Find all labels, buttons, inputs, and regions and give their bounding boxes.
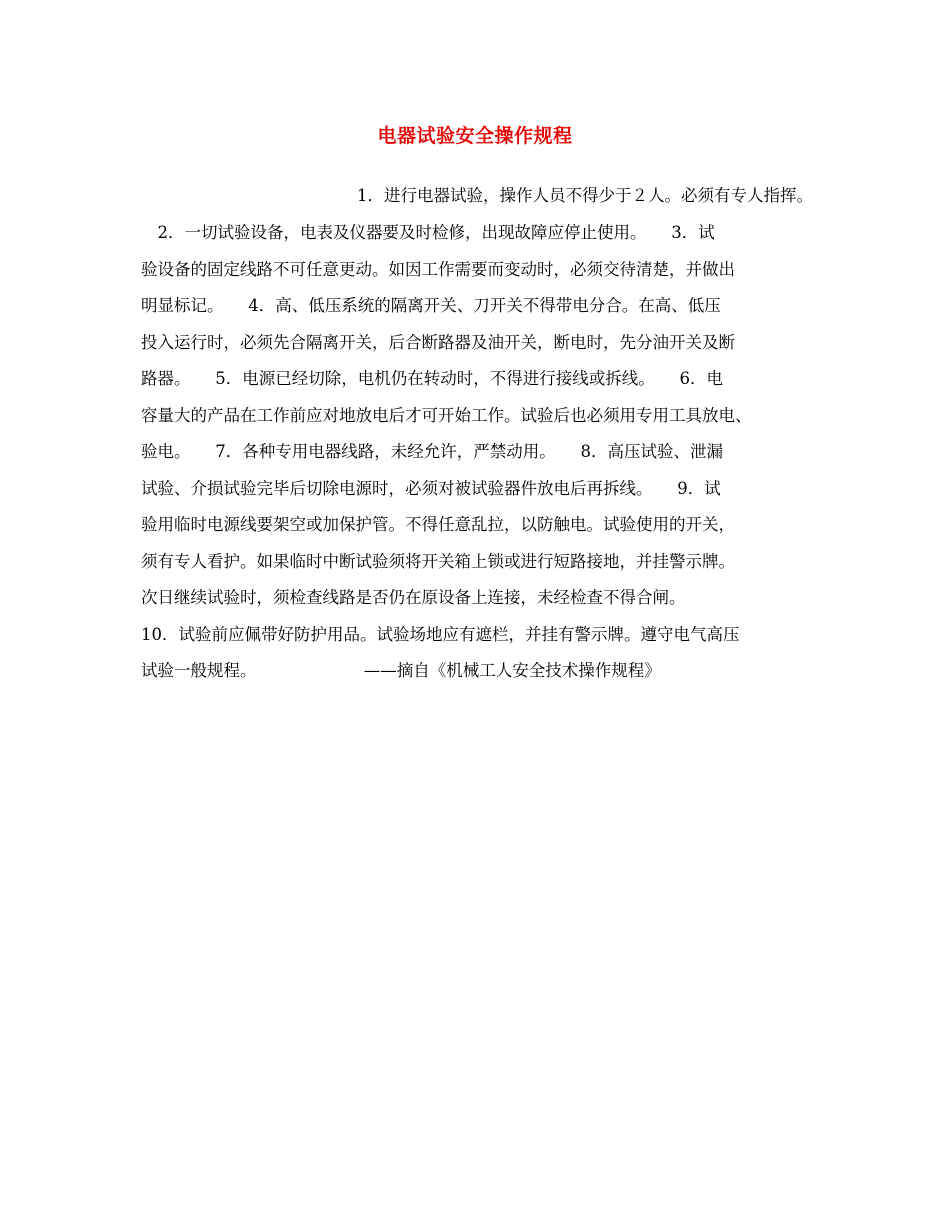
body-line-1: 1．进行电器试验，操作人员不得少于２人。必须有专人指挥。 (357, 186, 813, 205)
body-line-7: 容量大的产品在工作前应对地放电后才可开始工作。试验后也必须用专用工具放电、 (141, 406, 752, 425)
document-title: 电器试验安全操作规程 (377, 125, 573, 147)
body-line-10: 验用临时电源线要架空或加保护管。不得任意乱拉，以防触电。试验使用的开关， (141, 515, 735, 534)
body-line-5: 投入运行时，必须先合隔离开关，后合断路器及油开关，断电时，先分油开关及断 (141, 333, 735, 352)
body-line-2: 2．一切试验设备，电表及仪器要及时检修，出现故障应停止使用。 3．试 (141, 223, 715, 242)
body-line-4: 明显标记。 4．高、低压系统的隔离开关、刀开关不得带电分合。在高、低压 (141, 296, 721, 315)
body-line-12: 次日继续试验时，须检查线路是否仍在原设备上连接，未经检查不得合闸。 (141, 588, 686, 607)
body-line-11: 须有专人看护。如果临时中断试验须将开关箱上锁或进行短路接地，并挂警示牌。 (141, 552, 735, 571)
body-line-13: 10．试验前应佩带好防护用品。试验场地应有遮栏，并挂有警示牌。遵守电气高压 (141, 625, 740, 644)
body-line-14: 试验一般规程。 ——摘自《机械工人安全技术操作规程》 (141, 661, 661, 680)
body-line-6: 路器。 5．电源已经切除，电机仍在转动时，不得进行接线或拆线。 6．电 (141, 369, 723, 388)
body-line-8: 验电。 7．各种专用电器线路，未经允许，严禁动用。 8．高压试验、泄漏 (141, 442, 723, 461)
body-line-9: 试验、介损试验完毕后切除电源时，必须对被试验器件放电后再拆线。 9．试 (141, 479, 721, 498)
body-line-3: 验设备的固定线路不可任意更动。如因工作需要而变动时，必须交待清楚，并做出 (141, 260, 735, 279)
